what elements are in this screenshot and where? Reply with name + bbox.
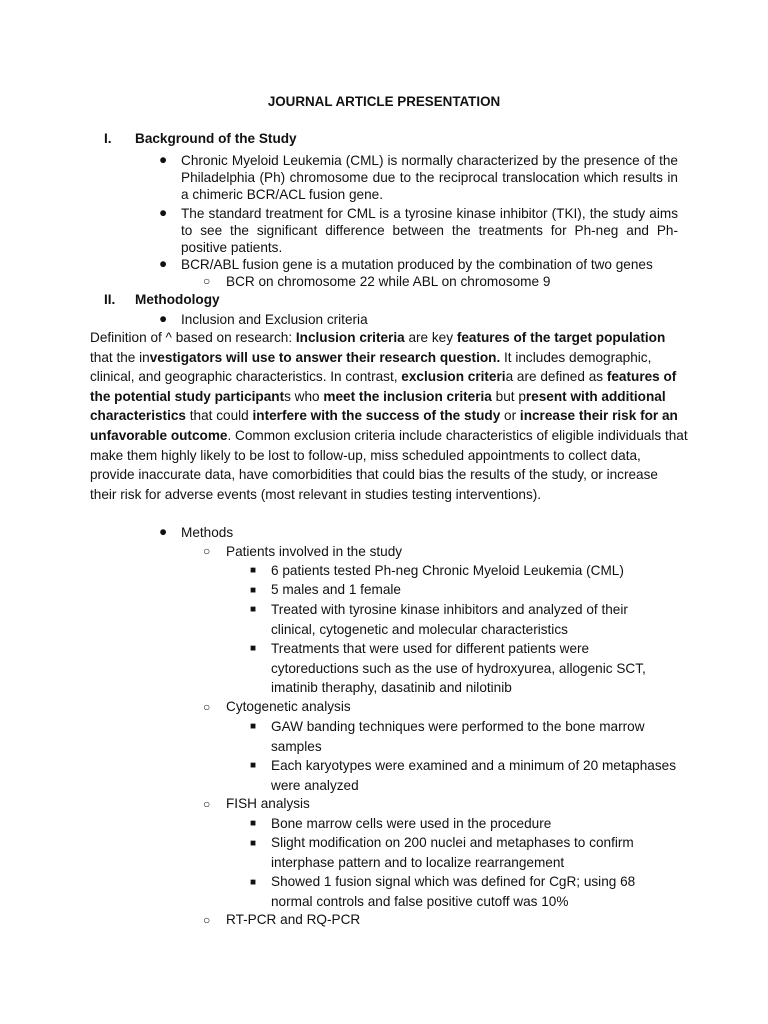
text-run: that the in bbox=[90, 349, 150, 365]
list-item: Treated with tyrosine kinase inhibitors and analyzed of their clinical, cytogenetic and molecular characteristics bbox=[271, 602, 628, 637]
bullet-marker: ● bbox=[159, 152, 168, 167]
definition-paragraph bbox=[90, 328, 688, 504]
bullet-marker: ● bbox=[159, 205, 168, 220]
bold-run: features of the potential study participant bbox=[90, 369, 677, 404]
section-heading: Methodology bbox=[135, 292, 220, 307]
bold-run: resent with additional characteristics bbox=[90, 388, 666, 424]
bold-run: features of the target population bbox=[456, 330, 666, 345]
square-bullet-marker: ■ bbox=[250, 760, 257, 771]
section-numeral: II. bbox=[104, 292, 116, 307]
text-run: or bbox=[500, 408, 520, 424]
square-bullet-marker: ■ bbox=[250, 604, 257, 615]
text-run: . Common exclusion criteria include characteristics of eligible individuals that make them highly likely to be lost to follow-up, miss scheduled appointments to collect data, provide inaccurate data, have comorbidities that could bias the results of the study, or increase their risk for adverse events (most relevant in studies testing interventions). bbox=[90, 427, 688, 502]
list-item: Treatments that were used for different patients were cytoreductions such as the use of hydroxyurea, allogenic SCT, imatinib theraphy, dasatinib and nilotinib bbox=[271, 641, 646, 696]
list-item: Methods bbox=[181, 525, 234, 540]
bold-run: increase their risk for an unfavorable outcome bbox=[90, 408, 678, 443]
bullet-marker: ● bbox=[159, 256, 168, 271]
square-bullet-marker: ■ bbox=[250, 585, 257, 596]
list-item: Chronic Myeloid Leukemia (CML) is normally characterized by the presence of the Philadelphia (Ph) chromosome due to the reciprocal translocation which results in a chimeric BCR/ACL fusion gene. bbox=[181, 153, 678, 203]
sub-bullet-marker: ○ bbox=[203, 700, 211, 714]
bullet-marker: ● bbox=[159, 311, 168, 326]
document-title: JOURNAL ARTICLE PRESENTATION bbox=[267, 94, 501, 109]
square-bullet-marker: ■ bbox=[250, 818, 257, 829]
list-item: Each karyotypes were examined and a minimum of 20 metaphases were analyzed bbox=[271, 758, 676, 793]
list-item: FISH analysis bbox=[226, 796, 310, 811]
list-item: Inclusion and Exclusion criteria bbox=[181, 312, 368, 327]
text-run: s who bbox=[284, 388, 324, 404]
text-run: that could bbox=[185, 408, 253, 424]
sub-bullet-marker: ○ bbox=[203, 544, 211, 558]
list-item: Patients involved in the study bbox=[226, 544, 403, 559]
square-bullet-marker: ■ bbox=[250, 565, 257, 576]
square-bullet-marker: ■ bbox=[250, 838, 257, 849]
text-run: a are defined as bbox=[505, 369, 607, 385]
list-item: RT-PCR and RQ-PCR bbox=[226, 912, 361, 927]
list-item: BCR/ABL fusion gene is a mutation produced by the combination of two genes bbox=[181, 257, 653, 272]
bold-run: meet the inclusion criteria bbox=[323, 388, 492, 404]
square-bullet-marker: ■ bbox=[250, 877, 257, 888]
list-item: BCR on chromosome 22 while ABL on chromosome 9 bbox=[226, 274, 551, 289]
sub-bullet-marker: ○ bbox=[203, 797, 211, 811]
list-item: GAW banding techniques were performed to the bone marrow samples bbox=[271, 719, 645, 754]
text-run: but p bbox=[491, 388, 526, 404]
bold-run: Inclusion criteria bbox=[295, 330, 405, 345]
text-run: Definition of ^ based on research: bbox=[90, 330, 296, 345]
list-item: The standard treatment for CML is a tyrosine kinase inhibitor (TKI), the study aims to see the significant difference between the treatments for Ph-neg and Ph-positive patients. bbox=[181, 206, 678, 256]
list-item: Cytogenetic analysis bbox=[226, 699, 351, 714]
list-item: 5 males and 1 female bbox=[271, 582, 401, 597]
sub-bullet-marker: ○ bbox=[203, 913, 211, 927]
square-bullet-marker: ■ bbox=[250, 643, 257, 654]
square-bullet-marker: ■ bbox=[250, 721, 257, 732]
section-heading: Background of the Study bbox=[135, 131, 297, 146]
list-item: Showed 1 fusion signal which was defined for CgR; using 68 normal controls and false positive cutoff was 10% bbox=[271, 874, 636, 909]
bullet-marker: ● bbox=[159, 524, 168, 539]
section-numeral: I. bbox=[104, 131, 112, 146]
text-run: It includes demographic, clinical, and geographic characteristics. In contrast, bbox=[90, 349, 652, 385]
text-run: are key bbox=[404, 330, 457, 345]
sub-bullet-marker: ○ bbox=[203, 274, 211, 288]
list-item: Slight modification on 200 nuclei and metaphases to confirm interphase pattern and to localize rearrangement bbox=[271, 835, 634, 870]
list-item: 6 patients tested Ph-neg Chronic Myeloid Leukemia (CML) bbox=[271, 563, 624, 578]
bold-run: exclusion criteri bbox=[401, 369, 506, 385]
list-item: Bone marrow cells were used in the procedure bbox=[271, 816, 552, 831]
bold-run: vestigators will use to answer their research question. bbox=[149, 349, 501, 365]
bold-run: interfere with the success of the study bbox=[252, 408, 501, 424]
